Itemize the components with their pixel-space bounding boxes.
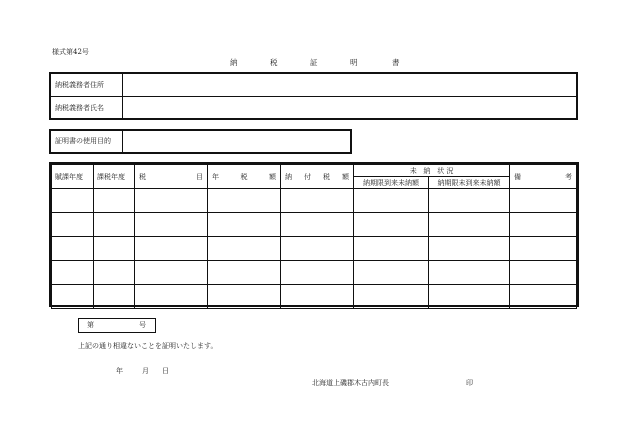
title-char: 納 [230, 58, 238, 67]
table-cell [208, 261, 281, 285]
taxpayer-info-box [49, 72, 578, 120]
table-cell [94, 189, 135, 213]
address-row [51, 74, 576, 97]
col-due-arrived: 納期限到来未納額 [354, 177, 429, 189]
table-cell [510, 261, 577, 285]
table-cell [135, 285, 208, 309]
table-cell [208, 213, 281, 237]
table-cell [281, 285, 354, 309]
title-char: 明 [350, 58, 358, 67]
table-cell [354, 237, 429, 261]
table-cell [510, 189, 577, 213]
name-label: 納税義務者氏名 [51, 97, 123, 119]
title-char: 書 [392, 58, 400, 67]
table-cell [510, 237, 577, 261]
issuer-name: 北海道上磯郡木古内町長 [312, 379, 389, 387]
table-cell [429, 213, 510, 237]
table-cell [429, 189, 510, 213]
table-cell [281, 237, 354, 261]
form-number: 様式第42号 [52, 48, 89, 56]
number-suffix: 号 [139, 321, 146, 329]
table-cell [510, 285, 577, 309]
table-cell [208, 285, 281, 309]
col-remarks: 備 考 [510, 165, 577, 189]
col-tax-item: 税 目 [135, 165, 208, 189]
tax-table [49, 162, 579, 307]
table-cell [52, 213, 94, 237]
table-cell [354, 213, 429, 237]
col-annual-tax: 年 税 額 [208, 165, 281, 189]
table-cell [94, 237, 135, 261]
table-cell [94, 285, 135, 309]
seal-mark: 印 [466, 379, 473, 387]
table-cell [52, 261, 94, 285]
address-label: 納税義務者住所 [51, 74, 123, 96]
col-unpaid-status: 未 納 状 況 [354, 165, 510, 177]
col-tax-year: 課税年度 [94, 165, 135, 189]
date-year: 年 [116, 367, 123, 375]
table-cell [429, 285, 510, 309]
table-cell [281, 213, 354, 237]
table-cell [52, 189, 94, 213]
table-cell [135, 213, 208, 237]
col-due-not-arrived: 納期限未到来未納額 [429, 177, 510, 189]
purpose-box [49, 129, 352, 154]
purpose-label: 証明書の使用目的 [51, 131, 123, 152]
table-cell [135, 261, 208, 285]
table-cell [208, 189, 281, 213]
table-row [52, 237, 577, 261]
table-cell [510, 213, 577, 237]
col-fiscal-year: 賦課年度 [52, 165, 94, 189]
header-row [52, 165, 577, 177]
number-prefix: 第 [87, 321, 94, 329]
title-char: 税 [270, 58, 278, 67]
table-cell [429, 261, 510, 285]
table-cell [354, 261, 429, 285]
table-cell [94, 261, 135, 285]
col-paid-tax: 納 付 税 額 [281, 165, 354, 189]
table-row [52, 261, 577, 285]
table-cell [354, 189, 429, 213]
document-title [230, 57, 400, 68]
date-line [116, 366, 169, 376]
table-cell [429, 237, 510, 261]
title-char: 証 [310, 58, 318, 67]
certificate-number-box [78, 318, 156, 333]
table-cell [135, 237, 208, 261]
certification-text: 上記の通り相違ないことを証明いたします。 [78, 342, 218, 350]
table-cell [52, 237, 94, 261]
table-cell [94, 213, 135, 237]
name-row [51, 97, 576, 119]
table-cell [135, 189, 208, 213]
table-row [52, 213, 577, 237]
date-day: 日 [162, 367, 169, 375]
table-row [52, 285, 577, 309]
date-month: 月 [142, 367, 149, 375]
table-cell [208, 237, 281, 261]
table-cell [281, 261, 354, 285]
table-row [52, 189, 577, 213]
table-cell [52, 285, 94, 309]
table-cell [354, 285, 429, 309]
table-cell [281, 189, 354, 213]
